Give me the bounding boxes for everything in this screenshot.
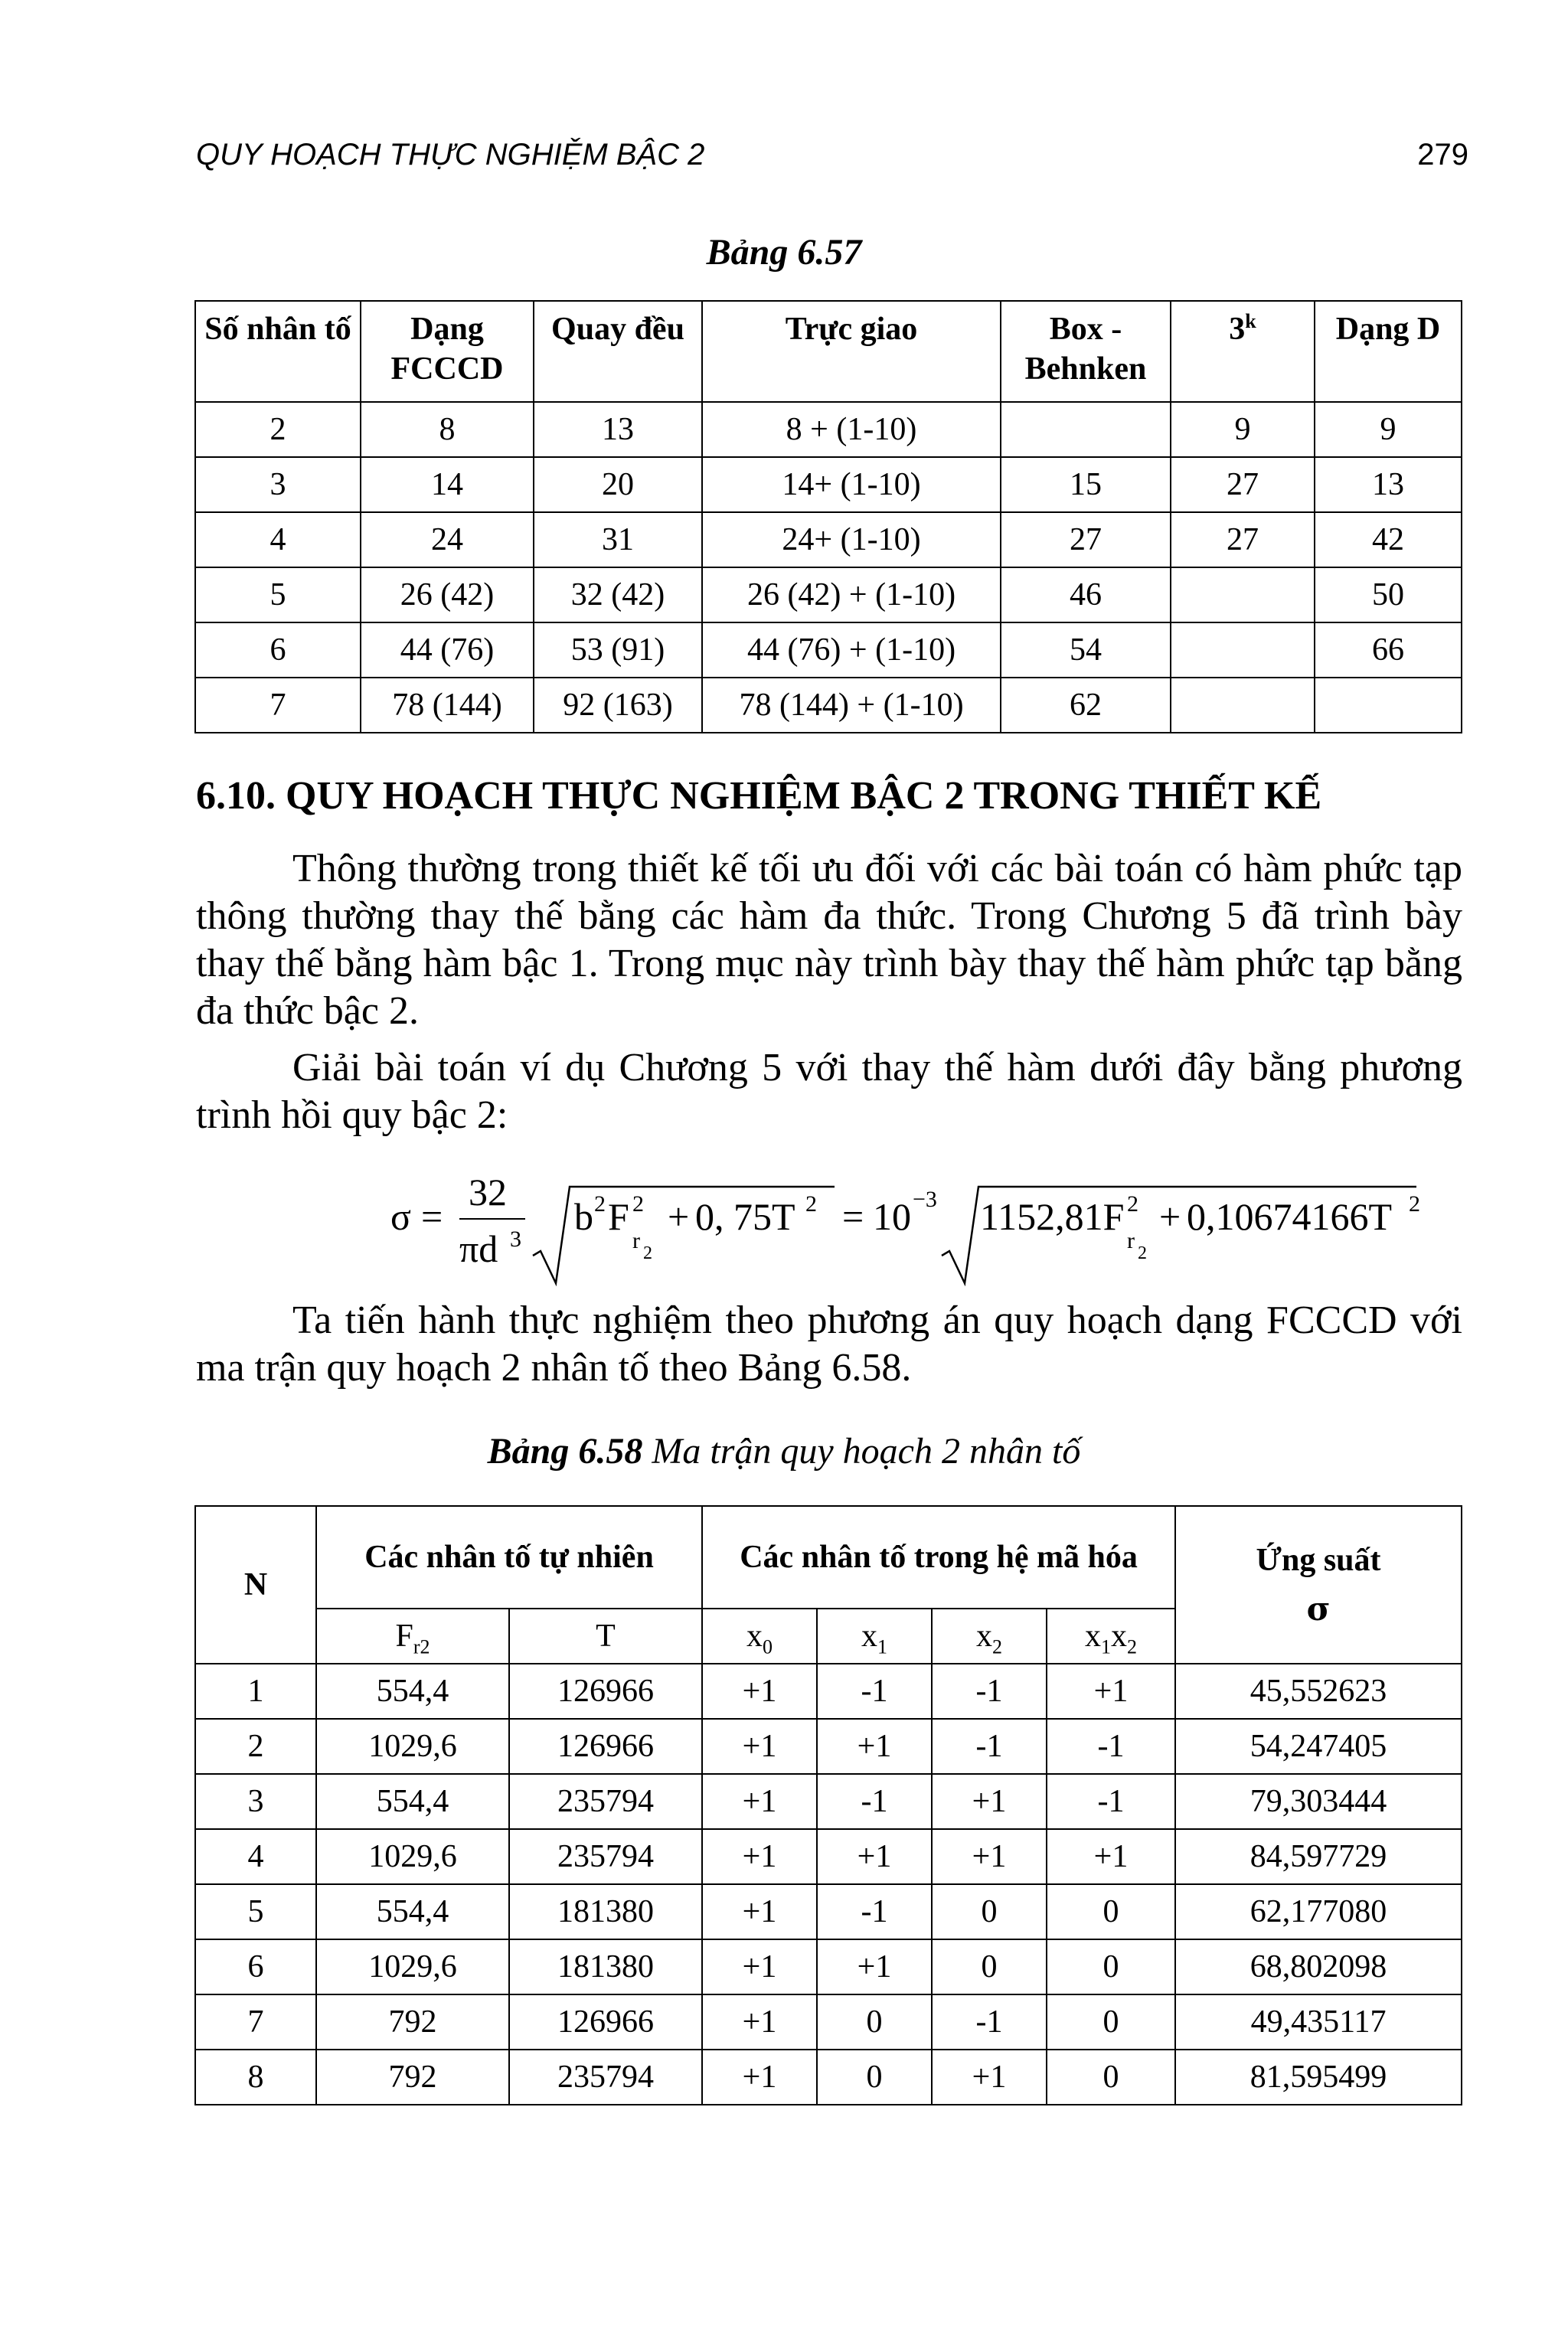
table-cell: 0 bbox=[1047, 1939, 1175, 1994]
table-cell: 13 bbox=[534, 402, 702, 457]
table-cell: 5 bbox=[195, 1884, 316, 1939]
formula-ten-exp: −3 bbox=[913, 1187, 937, 1212]
table-row bbox=[195, 1829, 1462, 1884]
table-cell: 62 bbox=[1001, 678, 1171, 733]
table-cell: 15 bbox=[1001, 457, 1171, 512]
table-cell: 13 bbox=[1315, 457, 1462, 512]
table-cell: -1 bbox=[1047, 1774, 1175, 1829]
table-cell: +1 bbox=[932, 1829, 1047, 1884]
header-cell: Số nhân tố bbox=[195, 301, 361, 402]
table-cell: -1 bbox=[932, 1994, 1047, 2050]
table-cell: 554,4 bbox=[316, 1664, 509, 1719]
table-cell: 181380 bbox=[509, 1884, 702, 1939]
header-cell-3k bbox=[1171, 301, 1315, 402]
formula-coef-2: 1152,81F bbox=[980, 1195, 1125, 1238]
paragraph-1: Thông thường trong thiết kế tối ưu đối với các bài toán có hàm phức tạp thông thường thay thế bằng các hàm đa thức. Trong Chương 5 đã trình bày thay thế bằng hàm bậc 1. Trong mục này trình bày thay thế hàm phức tạp bằng đa thức bậc 2. bbox=[196, 847, 1462, 1033]
table-cell: +1 bbox=[702, 1829, 817, 1884]
table-cell: 20 bbox=[534, 457, 702, 512]
table-cell: 14 bbox=[361, 457, 534, 512]
formula-denominator-exp: 3 bbox=[510, 1227, 521, 1252]
table-row bbox=[195, 1719, 1462, 1774]
table-cell: 0 bbox=[1047, 2050, 1175, 2105]
table-657-header-row bbox=[195, 301, 1462, 402]
table-657-caption-text: Bảng 6.57 bbox=[706, 232, 862, 273]
table-cell: 24 bbox=[361, 512, 534, 567]
table-cell: 0 bbox=[932, 1884, 1047, 1939]
formula-plus-2: + bbox=[1159, 1195, 1181, 1238]
table-cell: 126966 bbox=[509, 1664, 702, 1719]
table-cell bbox=[1315, 678, 1462, 733]
table-cell: +1 bbox=[932, 2050, 1047, 2105]
fr2-base: F bbox=[395, 1619, 413, 1654]
table-cell: +1 bbox=[702, 1884, 817, 1939]
header-n: N bbox=[195, 1506, 316, 1664]
table-cell: 50 bbox=[1315, 567, 1462, 622]
table-cell: 181380 bbox=[509, 1939, 702, 1994]
subheader-fr2 bbox=[316, 1609, 509, 1664]
table-cell: +1 bbox=[932, 1774, 1047, 1829]
table-cell: 9 bbox=[1315, 402, 1462, 457]
table-row bbox=[195, 622, 1462, 678]
table-row bbox=[195, 567, 1462, 622]
header-cell: Box - Behnken bbox=[1001, 301, 1171, 402]
formula-t-exp-1: 2 bbox=[805, 1191, 817, 1217]
table-cell: 0 bbox=[932, 1939, 1047, 1994]
table-cell: -1 bbox=[817, 1774, 932, 1829]
table-cell: 3 bbox=[195, 457, 361, 512]
table-cell: 68,802098 bbox=[1175, 1939, 1462, 1994]
table-658-header-row bbox=[195, 1506, 1462, 1609]
subheader-t: T bbox=[509, 1609, 702, 1664]
formula-lhs: σ bbox=[390, 1195, 411, 1238]
table-cell: -1 bbox=[817, 1664, 932, 1719]
table-cell: +1 bbox=[702, 1994, 817, 2050]
table-cell: +1 bbox=[702, 1719, 817, 1774]
table-cell: 2 bbox=[195, 402, 361, 457]
x1x2-a-base: x bbox=[1085, 1619, 1102, 1654]
table-657 bbox=[194, 300, 1462, 733]
formula-f-sub-r: r bbox=[632, 1228, 640, 1253]
formula-numerator: 32 bbox=[469, 1171, 507, 1214]
x0-index: 0 bbox=[763, 1635, 773, 1658]
subheader-x1x2 bbox=[1047, 1609, 1175, 1664]
formula-f: F bbox=[608, 1195, 629, 1238]
table-cell: 8 bbox=[361, 402, 534, 457]
table-658-caption bbox=[0, 1430, 1568, 1472]
table-row bbox=[195, 457, 1462, 512]
table-cell: 792 bbox=[316, 1994, 509, 2050]
table-cell: 554,4 bbox=[316, 1774, 509, 1829]
table-cell: 31 bbox=[534, 512, 702, 567]
table-cell: 54 bbox=[1001, 622, 1171, 678]
table-657-caption bbox=[0, 231, 1568, 273]
table-cell: 0 bbox=[1047, 1884, 1175, 1939]
table-cell: 7 bbox=[195, 1994, 316, 2050]
header-title: QUY HOẠCH THỰC NGHIỆM BẬC 2 bbox=[196, 138, 705, 172]
x1x2-b-index: 2 bbox=[1127, 1635, 1138, 1658]
formula-coef-1: 0, 75T bbox=[695, 1195, 795, 1238]
table-cell: +1 bbox=[702, 2050, 817, 2105]
table-cell: 7 bbox=[195, 678, 361, 733]
table-row bbox=[195, 512, 1462, 567]
x1x2-b-base: x bbox=[1111, 1619, 1128, 1654]
formula-t-exp-2: 2 bbox=[1409, 1191, 1420, 1217]
table-row bbox=[195, 402, 1462, 457]
table-cell: 24+ (1-10) bbox=[702, 512, 1001, 567]
table-row bbox=[195, 2050, 1462, 2105]
header-stress bbox=[1175, 1506, 1462, 1664]
subheader-x2 bbox=[932, 1609, 1047, 1664]
table-row bbox=[195, 1994, 1462, 2050]
table-cell: 53 (91) bbox=[534, 622, 702, 678]
table-cell: 6 bbox=[195, 1939, 316, 1994]
formula-f-sub-2: 2 bbox=[643, 1243, 652, 1263]
table-row bbox=[195, 1884, 1462, 1939]
table-row bbox=[195, 678, 1462, 733]
x2-index: 2 bbox=[992, 1635, 1002, 1658]
table-cell: 32 (42) bbox=[534, 567, 702, 622]
table-cell: 44 (76) + (1-10) bbox=[702, 622, 1001, 678]
paragraph-3: Ta tiến hành thực nghiệm theo phương án quy hoạch dạng FCCCD với ma trận quy hoạch 2 nhân tố theo Bảng 6.58. bbox=[196, 1298, 1462, 1390]
table-cell: 9 bbox=[1171, 402, 1315, 457]
x1-base: x bbox=[861, 1619, 877, 1654]
table-cell: 554,4 bbox=[316, 1884, 509, 1939]
table-cell: 62,177080 bbox=[1175, 1884, 1462, 1939]
table-cell: 92 (163) bbox=[534, 678, 702, 733]
formula-ten: 10 bbox=[873, 1195, 911, 1238]
table-cell: +1 bbox=[817, 1939, 932, 1994]
formula-denominator: πd bbox=[459, 1227, 498, 1270]
table-cell: 1029,6 bbox=[316, 1719, 509, 1774]
table-cell: 1029,6 bbox=[316, 1829, 509, 1884]
table-cell: 0 bbox=[817, 1994, 932, 2050]
running-header bbox=[196, 138, 1468, 172]
table-cell bbox=[1001, 402, 1171, 457]
subheader-x1 bbox=[817, 1609, 932, 1664]
table-cell: 0 bbox=[1047, 1994, 1175, 2050]
table-cell: 66 bbox=[1315, 622, 1462, 678]
table-cell: 78 (144) bbox=[361, 678, 534, 733]
x2-base: x bbox=[976, 1619, 992, 1654]
section-heading: 6.10. QUY HOẠCH THỰC NGHIỆM BẬC 2 TRONG THIẾT KẾ bbox=[196, 774, 1322, 818]
table-cell: 81,595499 bbox=[1175, 2050, 1462, 2105]
table-cell: 27 bbox=[1001, 512, 1171, 567]
table-cell: 8 bbox=[195, 2050, 316, 2105]
table-cell: 5 bbox=[195, 567, 361, 622]
header-cell: Trực giao bbox=[702, 301, 1001, 402]
table-cell: -1 bbox=[1047, 1719, 1175, 1774]
header-cell: Dạng D bbox=[1315, 301, 1462, 402]
subheader-x0 bbox=[702, 1609, 817, 1664]
table-row bbox=[195, 1939, 1462, 1994]
table-658 bbox=[194, 1505, 1462, 2105]
table-cell: 0 bbox=[817, 2050, 932, 2105]
table-cell: +1 bbox=[817, 1829, 932, 1884]
header-3-exponent: k bbox=[1245, 310, 1256, 332]
table-cell: 27 bbox=[1171, 457, 1315, 512]
table-cell: 8 + (1-10) bbox=[702, 402, 1001, 457]
formula-f2-sub-r: r bbox=[1127, 1228, 1135, 1253]
table-cell: 1 bbox=[195, 1664, 316, 1719]
table-cell: +1 bbox=[817, 1719, 932, 1774]
table-cell: 49,435117 bbox=[1175, 1994, 1462, 2050]
x0-base: x bbox=[746, 1619, 763, 1654]
header-coded-factors: Các nhân tố trong hệ mã hóa bbox=[702, 1506, 1175, 1609]
formula-f2-sub-2: 2 bbox=[1138, 1243, 1147, 1263]
table-cell: 1029,6 bbox=[316, 1939, 509, 1994]
table-cell: -1 bbox=[932, 1664, 1047, 1719]
table-cell: +1 bbox=[1047, 1664, 1175, 1719]
header-stress-label: Ứng suất bbox=[1256, 1543, 1381, 1578]
header-cell: Dạng FCCCD bbox=[361, 301, 534, 402]
header-natural-factors: Các nhân tố tự nhiên bbox=[316, 1506, 702, 1609]
table-cell: 46 bbox=[1001, 567, 1171, 622]
x1-index: 1 bbox=[877, 1635, 887, 1658]
table-row bbox=[195, 1774, 1462, 1829]
table-cell: 79,303444 bbox=[1175, 1774, 1462, 1829]
table-cell: +1 bbox=[702, 1939, 817, 1994]
table-cell bbox=[1171, 678, 1315, 733]
formula-plus-1: + bbox=[668, 1195, 690, 1238]
table-cell: 44 (76) bbox=[361, 622, 534, 678]
table-cell: 235794 bbox=[509, 2050, 702, 2105]
table-cell: 6 bbox=[195, 622, 361, 678]
table-658-caption-label: Bảng 6.58 bbox=[487, 1431, 643, 1472]
table-cell: 26 (42) + (1-10) bbox=[702, 567, 1001, 622]
formula-coef-3: 0,10674166T bbox=[1187, 1195, 1393, 1238]
formula-eq: = bbox=[421, 1195, 443, 1238]
formula-b: b bbox=[574, 1195, 593, 1238]
table-cell: 45,552623 bbox=[1175, 1664, 1462, 1719]
table-cell: +1 bbox=[702, 1664, 817, 1719]
paragraph-2: Giải bài toán ví dụ Chương 5 với thay thế hàm dưới đây bằng phương trình hồi quy bậc 2: bbox=[196, 1046, 1462, 1137]
table-cell bbox=[1171, 622, 1315, 678]
table-cell bbox=[1171, 567, 1315, 622]
table-cell: -1 bbox=[932, 1719, 1047, 1774]
table-cell: 792 bbox=[316, 2050, 509, 2105]
formula-b-exp: 2 bbox=[594, 1191, 606, 1217]
table-658-caption-text: Ma trận quy hoạch 2 nhân tố bbox=[642, 1431, 1081, 1472]
x1x2-a-index: 1 bbox=[1101, 1635, 1112, 1658]
table-cell: 26 (42) bbox=[361, 567, 534, 622]
stress-formula bbox=[383, 1171, 1470, 1286]
table-cell: 2 bbox=[195, 1719, 316, 1774]
table-cell: 3 bbox=[195, 1774, 316, 1829]
formula-f2-exp: 2 bbox=[1127, 1191, 1138, 1217]
table-cell: 84,597729 bbox=[1175, 1829, 1462, 1884]
table-cell: 126966 bbox=[509, 1719, 702, 1774]
table-cell: 78 (144) + (1-10) bbox=[702, 678, 1001, 733]
table-row bbox=[195, 1664, 1462, 1719]
table-cell: 235794 bbox=[509, 1774, 702, 1829]
formula-eq-2: = bbox=[842, 1195, 864, 1238]
table-cell: 4 bbox=[195, 1829, 316, 1884]
table-cell: 27 bbox=[1171, 512, 1315, 567]
header-stress-symbol: σ bbox=[1306, 1590, 1331, 1628]
table-cell: 235794 bbox=[509, 1829, 702, 1884]
header-3-base: 3 bbox=[1229, 312, 1246, 347]
header-cell: Quay đều bbox=[534, 301, 702, 402]
table-cell: 14+ (1-10) bbox=[702, 457, 1001, 512]
table-cell: 54,247405 bbox=[1175, 1719, 1462, 1774]
table-cell: 42 bbox=[1315, 512, 1462, 567]
page-number: 279 bbox=[1417, 138, 1468, 172]
table-cell: 126966 bbox=[509, 1994, 702, 2050]
fr2-index: r2 bbox=[413, 1635, 430, 1658]
table-cell: -1 bbox=[817, 1884, 932, 1939]
table-cell: 4 bbox=[195, 512, 361, 567]
table-cell: +1 bbox=[1047, 1829, 1175, 1884]
formula-f-exp: 2 bbox=[632, 1191, 644, 1217]
table-cell: +1 bbox=[702, 1774, 817, 1829]
